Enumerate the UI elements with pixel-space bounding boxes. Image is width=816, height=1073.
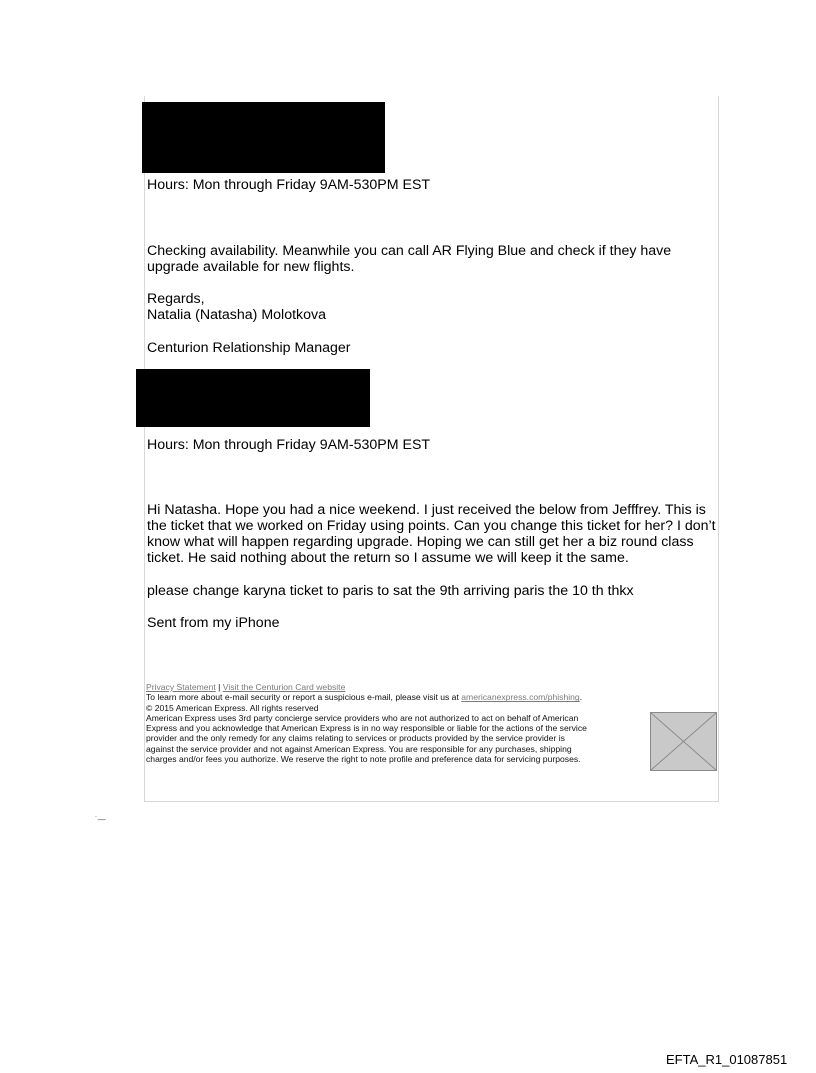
forwarded-message: please change karyna ticket to paris to sat the 9th arriving paris the 10 th thkx — [147, 583, 634, 599]
redaction-block — [136, 369, 370, 427]
redaction-block — [142, 102, 385, 173]
hours-text: Hours: Mon through Friday 9AM-530PM EST — [147, 177, 431, 193]
email-footer: Privacy Statement | Visit the Centurion Card website To learn more about e-mail security or report a suspicious e-mail, please visit us at americanexpress.com/phishing. © 2015 American Express. All rights reserved American Express uses 3rd party concierge service providers who are not authorized to act on behalf of American Express and you acknowledge that American Express is in no way responsible or liable for the actions of the service provider and the only remedy for any claims relating to services or products provided by the service provider is against the service provider and not against American Express. You are responsible for any purchases, shipping charges and/or fees you authorize. We reserve the right to note profile and preference data for servicing purposes. — [146, 682, 648, 764]
broken-image-icon — [650, 712, 717, 771]
disclaimer-line: charges and/or fees you authorize. We reserve the right to note profile and preference data for servicing purposes. — [146, 754, 581, 765]
hours-text: Hours: Mon through Friday 9AM-530PM EST — [147, 437, 431, 453]
privacy-statement-link[interactable]: Privacy Statement — [146, 682, 216, 692]
device-signature: Sent from my iPhone — [147, 615, 280, 631]
centurion-website-link[interactable]: Visit the Centurion Card website — [222, 682, 346, 692]
security-notice: To learn more about e-mail security or report a suspicious e-mail, please visit us at — [146, 692, 459, 703]
stray-mark: ˙— — [95, 815, 106, 824]
message-body-line: ticket. He said nothing about the return so I assume we will keep it the same. — [147, 550, 629, 566]
copyright-text: © 2015 American Express. All rights reserved — [146, 702, 319, 713]
reply-body-line: Checking availability. Meanwhile you can call AR Flying Blue and check if they have — [147, 243, 672, 259]
footer-separator: | — [218, 682, 221, 692]
message-body-line: Hi Natasha. Hope you had a nice weekend. I just received the below from Jefffrey. This is — [147, 502, 706, 518]
phishing-link[interactable]: americanexpress.com/phishing — [461, 692, 580, 703]
message-body-line: know what will happen regarding upgrade. Hoping we can still get her a biz round class — [147, 534, 694, 550]
disclaimer-line: Express and you acknowledge that American Express is in no way responsible or liable for the actions of the service — [146, 723, 587, 734]
reply-body-line: upgrade available for new flights. — [147, 259, 355, 275]
disclaimer-line: provider and the only remedy for any claims relating to services or products provided by the service provider is — [146, 733, 565, 744]
message-body-line: the ticket that we worked on Friday using points. Can you change this ticket for her? I don’t — [147, 518, 716, 534]
closing-text: Regards, — [147, 291, 205, 307]
document-id: EFTA_R1_01087851 — [666, 1052, 788, 1067]
disclaimer-line: against the service provider and not against American Express. You are responsible for any purchases, shipping — [146, 743, 572, 754]
sender-name: Natalia (Natasha) Molotkova — [147, 307, 326, 323]
disclaimer-line: American Express uses 3rd party concierge service providers who are not authorized to act on behalf of American — [146, 712, 579, 723]
sender-title: Centurion Relationship Manager — [147, 340, 351, 356]
